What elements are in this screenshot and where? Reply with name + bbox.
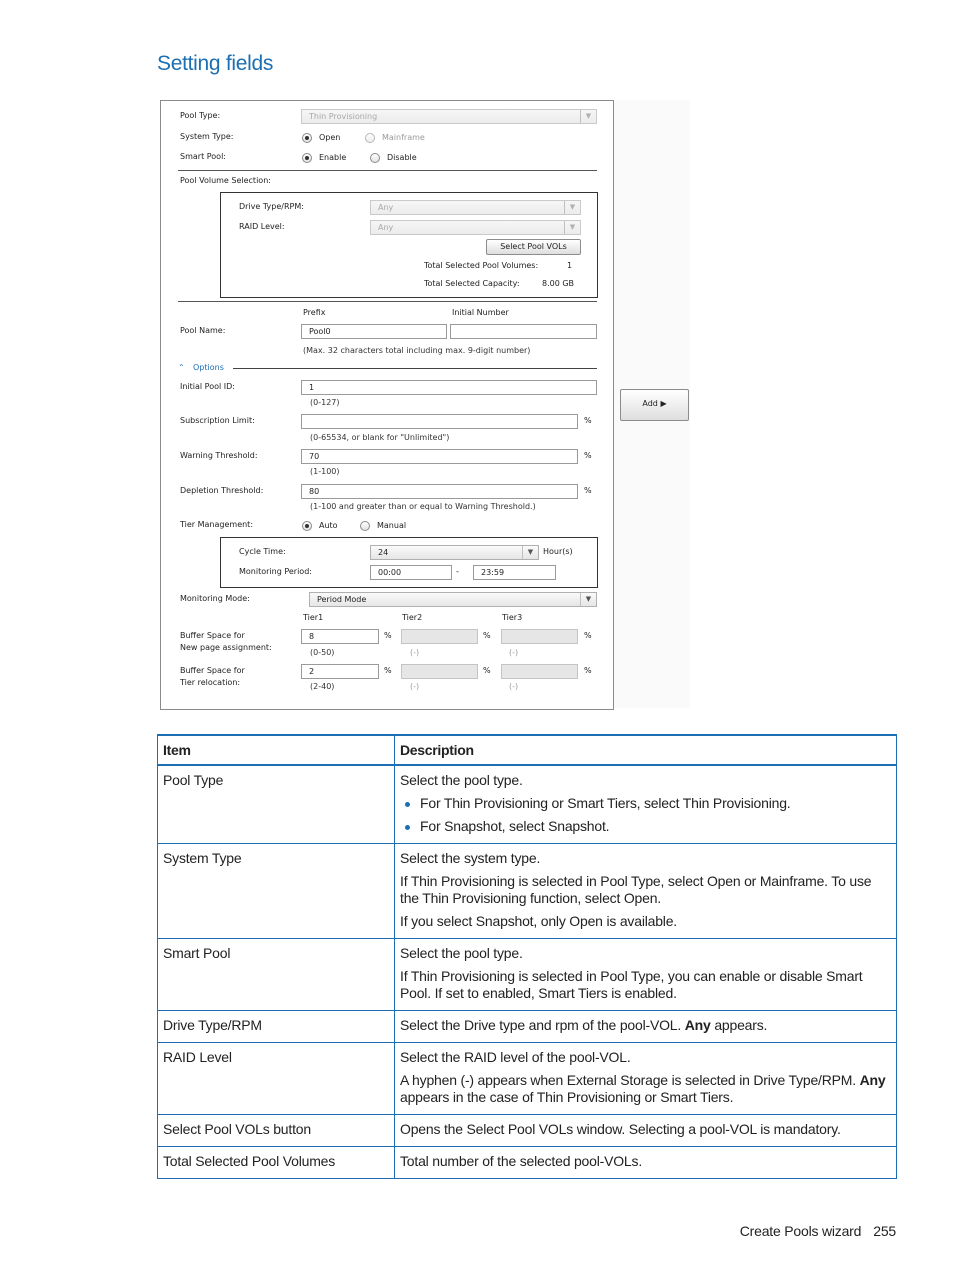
buffer-new-page-tier2-unit: % (483, 631, 491, 640)
description-cell (395, 1147, 897, 1179)
buffer-relocation-tier2-input (401, 664, 478, 679)
description-text-part: A hyphen (-) appears when External Storage is selected in Drive Type/RPM. (400, 1072, 860, 1088)
tier1-header: Tier1 (303, 613, 324, 622)
item-cell: Drive Type/RPM (158, 1011, 395, 1043)
chevron-down-icon: ▼ (522, 546, 538, 559)
chevron-down-icon: ▼ (564, 201, 580, 214)
drive-type-select[interactable] (370, 200, 581, 215)
initial-pool-id-input[interactable]: 1 (301, 380, 597, 395)
monitoring-period-label: Monitoring Period: (239, 567, 312, 576)
page-footer (740, 1223, 896, 1239)
create-pools-screenshot (160, 100, 614, 710)
section-title: Setting fields (157, 52, 274, 75)
add-button[interactable] (620, 389, 689, 421)
buffer-new-page-tier2-hint: (-) (410, 648, 420, 657)
cycle-time-value: 24 (378, 548, 389, 557)
buffer-new-page-tier3-hint: (-) (509, 648, 519, 657)
smart-pool-enable-label: Enable (319, 153, 347, 162)
description-text-part: appears in the case of Thin Provisioning or Smart Tiers. (400, 1089, 734, 1105)
tier3-header: Tier3 (502, 613, 523, 622)
divider (233, 368, 597, 369)
pool-volume-selection-label: Pool Volume Selection: (180, 176, 271, 185)
subscription-limit-hint: (0-65534, or blank for "Unlimited") (310, 433, 450, 442)
pool-name-initial-number-input[interactable] (450, 324, 597, 339)
buffer-new-page-tier2-input (401, 629, 478, 644)
description-text (400, 1017, 891, 1034)
warning-threshold-input[interactable]: 70 (301, 449, 578, 464)
play-arrow-icon: ▶ (660, 399, 667, 408)
table-row (158, 1147, 897, 1179)
raid-level-label: RAID Level: (239, 222, 285, 231)
monitoring-period-separator: - (456, 567, 459, 576)
item-cell: Select Pool VOLs button (158, 1115, 395, 1147)
buffer-relocation-tier3-hint: (-) (509, 682, 519, 691)
warning-threshold-hint: (1-100) (310, 467, 340, 476)
drive-type-label: Drive Type/RPM: (239, 202, 304, 211)
warning-threshold-unit: % (584, 451, 592, 460)
buffer-relocation-label-line2: Tier relocation: (180, 678, 241, 687)
cycle-time-select[interactable] (370, 545, 539, 560)
item-cell: Total Selected Pool Volumes (158, 1147, 395, 1179)
description-text (400, 1072, 891, 1106)
initial-pool-id-label: Initial Pool ID: (180, 382, 235, 391)
total-capacity-value: 8.00 GB (542, 279, 575, 288)
monitoring-mode-label: Monitoring Mode: (180, 594, 250, 603)
table-row (158, 1115, 897, 1147)
description-text: If Thin Provisioning is selected in Pool Type, select Open or Mainframe. To use the Thin Provisioning function, select Open. (400, 873, 872, 906)
select-pool-vols-button[interactable]: Select Pool VOLs (486, 239, 581, 255)
description-column-header: Description (395, 735, 897, 765)
smart-pool-disable-label: Disable (387, 153, 417, 162)
pool-type-select[interactable] (301, 109, 597, 124)
subscription-limit-label: Subscription Limit: (180, 416, 255, 425)
pool-name-label: Pool Name: (180, 326, 226, 335)
raid-level-select[interactable] (370, 220, 581, 235)
description-text: Select the pool type. (400, 772, 523, 788)
monitoring-mode-value: Period Mode (317, 595, 367, 604)
bullet-item: For Snapshot, select Snapshot. (420, 818, 891, 835)
buffer-relocation-tier2-unit: % (483, 666, 491, 675)
table-row (158, 844, 897, 939)
tier-management-auto-radio[interactable] (302, 521, 312, 531)
bullet-item: For Thin Provisioning or Smart Tiers, select Thin Provisioning. (420, 795, 891, 812)
total-volumes-label: Total Selected Pool Volumes: (424, 261, 539, 270)
buffer-relocation-tier1-hint: (2-40) (310, 682, 335, 691)
system-type-open-label: Open (319, 133, 341, 142)
total-capacity-label: Total Selected Capacity: (424, 279, 520, 288)
monitoring-mode-select[interactable] (309, 592, 597, 607)
buffer-relocation-tier1-input[interactable]: 2 (301, 664, 379, 679)
raid-level-value: Any (378, 223, 394, 232)
description-cell (395, 844, 897, 939)
item-cell: Smart Pool (158, 939, 395, 1011)
footer-section-name: Create Pools wizard (739, 1223, 862, 1239)
description-text-part: Select the Drive type and rpm of the pool-VOL. (400, 1017, 685, 1033)
monitoring-period-end-input[interactable]: 23:59 (473, 565, 556, 580)
monitoring-period-start-input[interactable]: 00:00 (370, 565, 452, 580)
system-type-open-radio[interactable] (302, 133, 312, 143)
system-type-mainframe-radio[interactable] (365, 133, 375, 143)
buffer-relocation-tier1-unit: % (384, 666, 392, 675)
auto-tier-settings-box (220, 537, 598, 588)
description-cell (395, 939, 897, 1011)
buffer-new-page-tier1-input[interactable]: 8 (301, 629, 379, 644)
smart-pool-enable-radio[interactable] (302, 153, 312, 163)
buffer-relocation-tier3-input (501, 664, 578, 679)
buffer-relocation-tier3-unit: % (584, 666, 592, 675)
system-type-mainframe-label: Mainframe (382, 133, 425, 142)
divider (178, 170, 597, 171)
smart-pool-label: Smart Pool: (180, 152, 226, 161)
page-number: 255 (873, 1223, 896, 1239)
subscription-limit-input[interactable] (301, 414, 578, 429)
buffer-relocation-label-line1: Buffer Space for (180, 666, 245, 675)
collapse-icon[interactable]: ⌃ (178, 363, 185, 372)
prefix-header: Prefix (303, 308, 326, 317)
buffer-new-page-label-line2: New page assignment: (180, 643, 272, 652)
pool-type-label: Pool Type: (180, 111, 221, 120)
buffer-relocation-tier2-hint: (-) (410, 682, 420, 691)
drive-type-value: Any (378, 203, 394, 212)
pool-name-prefix-input[interactable]: Pool0 (301, 324, 447, 339)
description-text-part: appears. (710, 1017, 768, 1033)
depletion-threshold-hint: (1-100 and greater than or equal to Warning Threshold.) (310, 502, 536, 511)
initial-number-header: Initial Number (452, 308, 509, 317)
pool-type-value: Thin Provisioning (309, 112, 378, 121)
buffer-new-page-tier1-hint: (0-50) (310, 648, 335, 657)
description-text: If Thin Provisioning is selected in Pool Type, you can enable or disable Smart Pool. If set to enabled, Smart Tiers is enabled. (400, 968, 863, 1001)
system-type-label: System Type: (180, 132, 234, 141)
depletion-threshold-input[interactable]: 80 (301, 484, 578, 499)
chevron-down-icon: ▼ (580, 593, 596, 606)
item-cell: Pool Type (158, 765, 395, 844)
description-text: Select the pool type. (400, 945, 523, 961)
tier-management-auto-label: Auto (319, 521, 338, 530)
description-bold-term: Any (684, 1017, 711, 1033)
buffer-new-page-tier1-unit: % (384, 631, 392, 640)
table-row (158, 765, 897, 844)
item-cell: RAID Level (158, 1043, 395, 1115)
table-row (158, 939, 897, 1011)
tier2-header: Tier2 (402, 613, 423, 622)
table-header-row (158, 735, 897, 765)
buffer-new-page-label-line1: Buffer Space for (180, 631, 245, 640)
add-button-label: Add (642, 399, 658, 408)
description-text: If you select Snapshot, only Open is available. (400, 913, 677, 929)
description-cell (395, 1011, 897, 1043)
initial-pool-id-hint: (0-127) (310, 398, 340, 407)
tier-management-label: Tier Management: (180, 520, 254, 529)
buffer-new-page-tier3-input (501, 629, 578, 644)
total-volumes-value: 1 (567, 261, 573, 270)
tier-management-manual-label: Manual (377, 521, 407, 530)
warning-threshold-label: Warning Threshold: (180, 451, 258, 460)
depletion-threshold-unit: % (584, 486, 592, 495)
buffer-new-page-tier3-unit: % (584, 631, 592, 640)
description-cell (395, 765, 897, 844)
pool-volume-selection-box (220, 192, 598, 298)
description-text: Opens the Select Pool VOLs window. Selecting a pool-VOL is mandatory. (400, 1121, 841, 1137)
bullet-list (400, 795, 891, 835)
table-row (158, 1043, 897, 1115)
description-cell (395, 1043, 897, 1115)
settings-table (157, 734, 897, 1179)
description-text: Select the RAID level of the pool-VOL. (400, 1049, 631, 1065)
cycle-time-unit: Hour(s) (543, 547, 573, 556)
pool-name-hint: (Max. 32 characters total including max. 9-digit number) (303, 346, 531, 355)
chevron-down-icon: ▼ (580, 110, 596, 123)
subscription-limit-unit: % (584, 416, 592, 425)
options-toggle[interactable]: Options (193, 363, 224, 372)
description-cell (395, 1115, 897, 1147)
item-column-header: Item (158, 735, 395, 765)
tier-management-manual-radio[interactable] (360, 521, 370, 531)
chevron-down-icon: ▼ (564, 221, 580, 234)
description-text: Total number of the selected pool-VOLs. (400, 1153, 643, 1169)
description-text: Select the system type. (400, 850, 541, 866)
cycle-time-label: Cycle Time: (239, 547, 286, 556)
divider (178, 301, 597, 302)
item-cell: System Type (158, 844, 395, 939)
smart-pool-disable-radio[interactable] (370, 153, 380, 163)
table-row (158, 1011, 897, 1043)
description-bold-term: Any (859, 1072, 886, 1088)
depletion-threshold-label: Depletion Threshold: (180, 486, 264, 495)
